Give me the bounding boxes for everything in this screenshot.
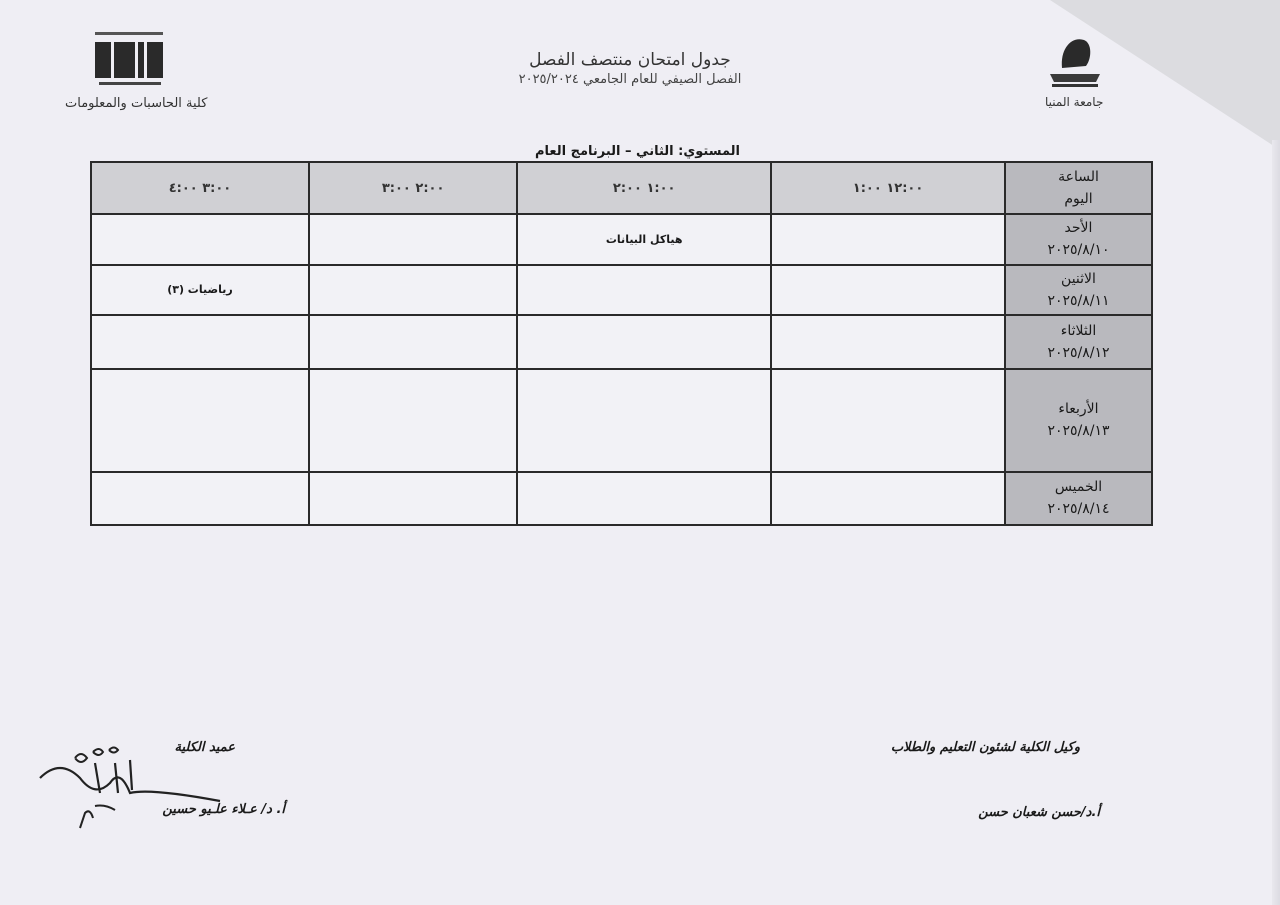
exam-cell [771,315,1005,369]
faculty-name: كلية الحاسبات والمعلومات [65,96,208,111]
exam-cell [517,369,771,472]
exam-cell [91,472,309,525]
exam-cell [309,265,517,315]
university-name: جامعة المنيا [1045,95,1104,109]
slot-header: ٣:٠٠ ٤:٠٠ [91,162,309,214]
day-date: ٢٠٢٥/٨/١٤ [1047,501,1110,518]
exam-cell [517,315,771,369]
day-cell [1005,265,1152,315]
exam-cell [91,214,309,264]
level-label: المستوي: الثاني – البرنامج العام [534,144,740,159]
page-subtitle: الفصل الصيفي للعام الجامعي ٢٠٢٥/٢٠٢٤ [518,72,742,87]
dean-name: أ. د/ عـلاء علـيو حسين [162,802,285,817]
hour-label: الساعة [1058,169,1099,186]
exam-cell [309,315,517,369]
exam-cell: هياكل البيانات [517,214,771,264]
day-cell [1005,315,1152,369]
day-date: ٢٠٢٥/٨/١٠ [1047,242,1110,259]
table-row [91,472,1152,525]
corner-header [1005,162,1152,214]
table-row [91,214,1152,264]
table-row [91,265,1152,315]
table-row [91,369,1152,472]
faculty-logo [95,32,165,90]
exam-cell [309,472,517,525]
exam-cell [517,472,771,525]
exam-cell [771,214,1005,264]
exam-cell [517,265,771,315]
table-header-row [91,162,1152,214]
day-label: اليوم [1064,191,1093,208]
day-cell [1005,369,1152,472]
handwritten-signature [35,738,235,833]
day-date: ٢٠٢٥/٨/١١ [1047,292,1110,309]
paper-edge [1272,140,1280,905]
university-logo [1042,28,1108,92]
slot-header: ١٢:٠٠ ١:٠٠ [771,162,1005,214]
exam-cell: رياضيات (٣) [91,265,309,315]
day-date: ٢٠٢٥/٨/١٣ [1047,423,1110,440]
exam-schedule-table [90,161,1153,526]
table-row [91,315,1152,369]
exam-cell [309,214,517,264]
day-name: الأحد [1064,220,1093,237]
exam-cell [91,315,309,369]
day-cell [1005,214,1152,264]
day-name: الثلاثاء [1060,322,1097,339]
day-name: الاثنين [1061,270,1096,287]
vice-dean-title: وكيل الكلية لشئون التعليم والطلاب [890,740,1080,755]
page-title: جدول امتحان منتصف الفصل [529,50,731,70]
day-name: الخميس [1054,479,1103,496]
day-name: الأربعاء [1058,401,1099,418]
vice-dean-name: أ.د/حسن شعبان حسن [978,805,1100,820]
exam-cell [771,265,1005,315]
day-date: ٢٠٢٥/٨/١٢ [1047,344,1110,361]
exam-cell [91,369,309,472]
slot-header: ١:٠٠ ٢:٠٠ [517,162,771,214]
exam-cell [771,472,1005,525]
dean-title: عميد الكلية [174,740,235,755]
day-cell [1005,472,1152,525]
title-block [420,50,840,87]
exam-cell [309,369,517,472]
slot-header: ٢:٠٠ ٣:٠٠ [309,162,517,214]
exam-cell [771,369,1005,472]
